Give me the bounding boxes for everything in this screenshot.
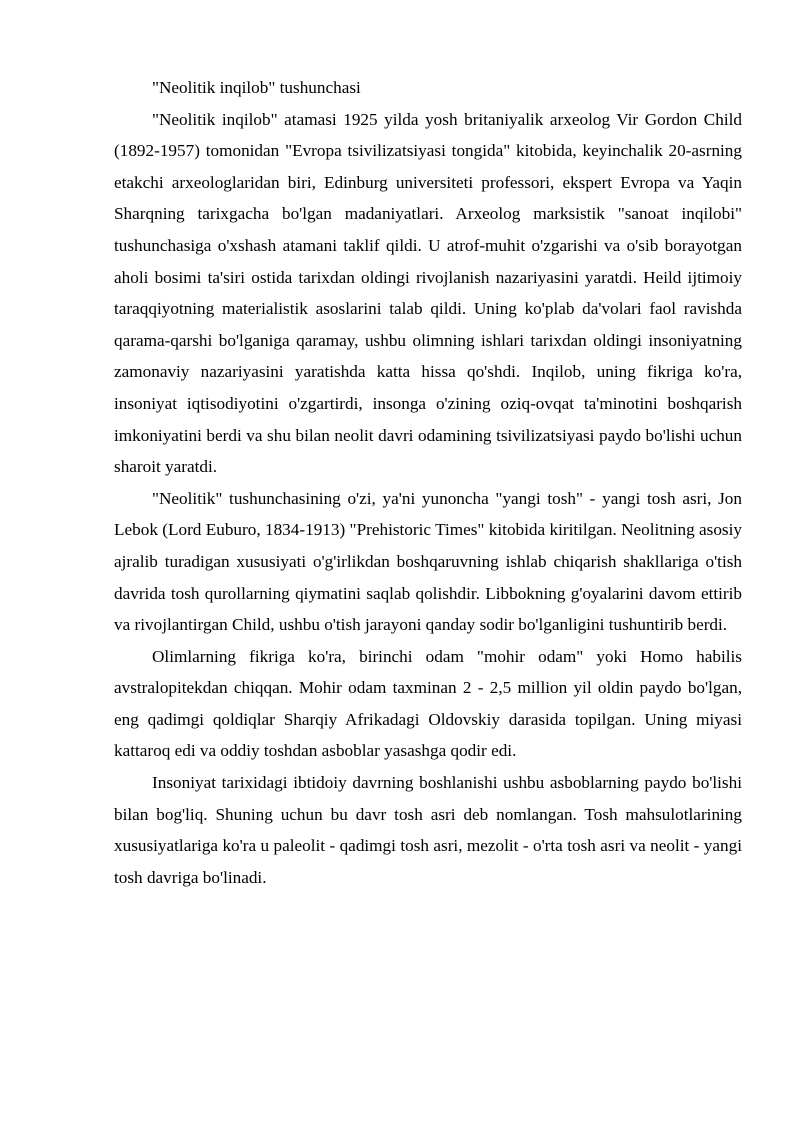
paragraph-stone-age-periods: Insoniyat tarixidagi ibtidoiy davrning boshlanishi ushbu asboblarning paydo bo'lishi bilan bog'liq. Shuning uchun bu davr tosh asri deb nomlangan. Tosh mahsulotlarining xususiyatlariga ko'ra u paleolit - qadimgi tosh asri, mezolit - o'rta tosh asri va neolit - yangi tosh davriga bo'linadi. — [114, 773, 742, 887]
paragraph-neolithic-revolution-term: "Neolitik inqilob" atamasi 1925 yilda yosh britaniyalik arxeolog Vir Gordon Child (1892-1957) tomonidan "Evropa tsivilizatsiyasi tongida" kitobida, keyinchalik 20-asrning etakchi arxeologlaridan biri, Edinburg universiteti professori, ekspert Evropa va Yaqin Sharqning tarixgacha bo'lgan madaniyatlari. Arxeolog marksistik "sanoat inqilobi" tushunchasiga o'xshash atamani taklif qildi. U atrof-muhit o'zgarishi va o'sib borayotgan aholi bosimi ta'siri ostida tarixdan oldingi rivojlanish nazariyasini yaratdi. Heild ijtimoiy taraqqiyotning materialistik asoslarini talab qildi. Uning ko'plab da'volari faol ravishda qarama-qarshi bo'lganiga qaramay, ushbu olimning ishlari tarixdan oldingi insoniyatning zamonaviy nazariyasini yaratishda katta hissa qo'shdi. Inqilob, uning fikriga ko'ra, insoniyat iqtisodiyotini o'zgartirdi, insonga o'zining oziq-ovqat ta'minotini boshqarish imkoniyatini berdi va shu bilan neolit davri odamining tsivilizatsiyasi paydo bo'lishi uchun sharoit yaratdi. — [114, 109, 742, 477]
paragraph-neolithic-concept: "Neolitik" tushunchasining o'zi, ya'ni yunoncha "yangi tosh" - yangi tosh asri, Jon Lebok (Lord Euburo, 1834-1913) "Prehistoric Times" kitobida kiritilgan. Neolitning asosiy ajralib turadigan xususiyati o'g'irlikdan boshqaruvning ishlab chiqarish shakllariga o'tish davrida tosh qurollarning qiymatini saqlab qolishdir. Libbokning g'oyalarini davom ettirib va rivojlantirgan Child, ushbu o'tish jarayoni qanday sodir bo'lganligini tushuntirib berdi. — [114, 488, 742, 635]
document-page — [114, 72, 742, 893]
paragraph-homo-habilis: Olimlarning fikriga ko'ra, birinchi odam "mohir odam" yoki Homo habilis avstralopitekdan chiqqan. Mohir odam taxminan 2 - 2,5 million yil oldin paydo bo'lgan, eng qadimgi qoldiqlar Sharqiy Afrikadagi Oldovskiy darasida topilgan. Uning miyasi kattaroq edi va oddiy toshdan asboblar yasashga qodir edi. — [114, 646, 742, 761]
section-heading: "Neolitik inqilob" tushunchasi — [152, 78, 361, 97]
